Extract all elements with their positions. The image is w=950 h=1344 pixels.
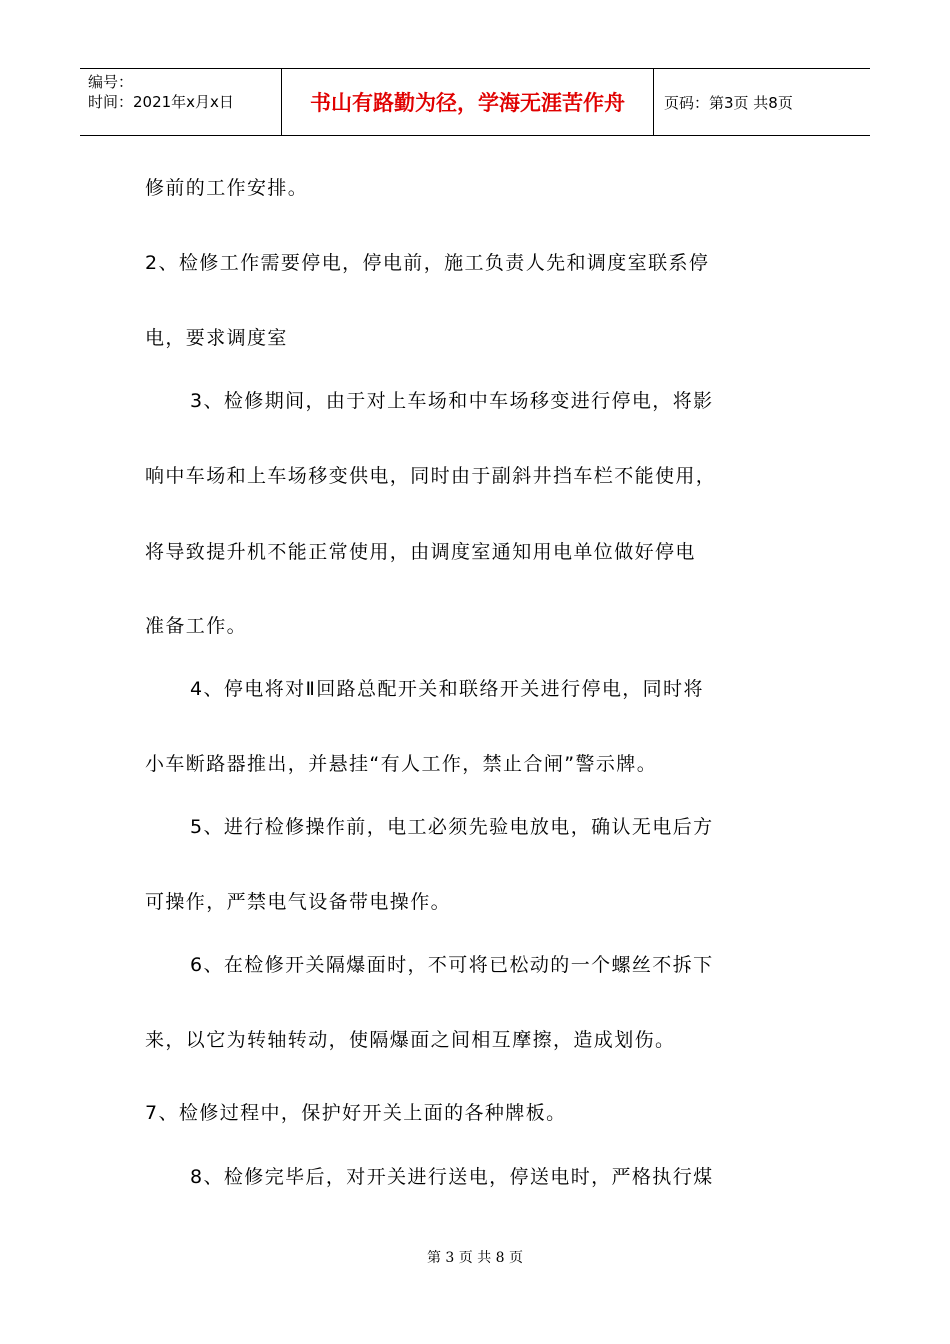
- body-line: 小车断路器推出，并悬挂“有人工作，禁止合闸”警示牌。: [145, 753, 658, 775]
- header-motto: 书山有路勤为径，学海无涯苦作舟: [282, 69, 654, 135]
- body-line: 将导致提升机不能正常使用，由调度室通知用电单位做好停电: [145, 541, 696, 563]
- body-line: 5、进行检修操作前，电工必须先验电放电，确认无电后方: [190, 816, 714, 838]
- body-line: 4、停电将对Ⅱ回路总配开关和联络开关进行停电，同时将: [190, 678, 704, 700]
- header-meta: [80, 69, 282, 135]
- body-line: 响中车场和上车场移变供电，同时由于副斜井挡车栏不能使用，: [145, 465, 717, 487]
- body-line: 6、在检修开关隔爆面时，不可将已松动的一个螺丝不拆下: [190, 954, 714, 976]
- body-line: 来，以它为转轴转动，使隔爆面之间相互摩擦，造成划伤。: [145, 1029, 676, 1051]
- body-line: 电，要求调度室: [145, 327, 288, 349]
- body-line: 2、检修工作需要停电，停电前，施工负责人先和调度室联系停: [145, 252, 710, 274]
- number-label: 编号：: [88, 73, 134, 91]
- body-line: 可操作，严禁电气设备带电操作。: [145, 891, 452, 913]
- body-line: 准备工作。: [145, 615, 248, 637]
- body-line: 8、检修完毕后，对开关进行送电，停送电时，严格执行煤: [190, 1166, 714, 1188]
- page-header: [80, 68, 870, 136]
- body-line: 7、检修过程中，保护好开关上面的各种牌板。: [145, 1102, 567, 1124]
- body-line: 修前的工作安排。: [145, 177, 309, 199]
- body-line: 3、检修期间，由于对上车场和中车场移变进行停电，将影: [190, 390, 714, 412]
- time-label: 时间：2021年x月x日: [88, 93, 234, 111]
- page-footer: 第 3 页 共 8 页: [426, 1250, 524, 1266]
- header-page-info: 页码：第3页 共8页: [664, 93, 793, 112]
